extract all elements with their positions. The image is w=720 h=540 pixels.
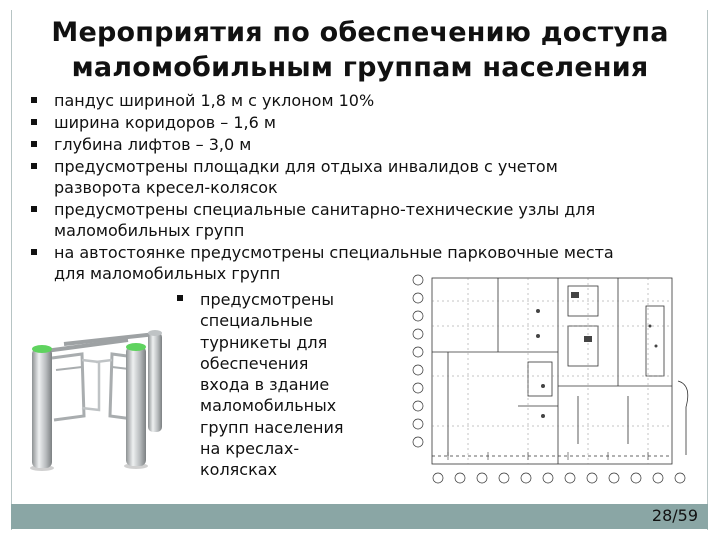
bullet-marker-icon [31, 206, 37, 212]
bullet-text: глубина лифтов – 3,0 м [54, 135, 252, 154]
bullet-list [28, 90, 648, 285]
turnstile-photo [24, 318, 170, 474]
page-number: 28/59 [651, 506, 698, 525]
bullet-marker-icon [31, 249, 37, 255]
footer-bar [11, 504, 708, 529]
bullet-item [28, 156, 648, 198]
bullet-marker-icon [31, 119, 37, 125]
bullet-item [28, 199, 648, 241]
bullet-marker-icon [31, 163, 37, 169]
slide-title: Мероприятия по обеспечению доступа маломобильным группам населения [51, 17, 669, 83]
bullet-text: пандус шириной 1,8 м с уклоном 10% [54, 91, 375, 110]
bullet-item [28, 112, 648, 133]
side-bullet [173, 289, 363, 481]
side-bullet-text: предусмотрены специальные турникеты для обеспечения входа в здание маломобильных групп населения на креслах-колясках [200, 290, 344, 480]
bullet-text: на автостоянке предусмотрены специальные парковочные места для маломобильных групп [54, 243, 614, 283]
bullet-text: предусмотрены площадки для отдыха инвалидов с учетом разворота кресел-колясок [54, 157, 558, 197]
bullet-marker-icon [31, 141, 37, 147]
bullet-item [28, 134, 648, 155]
bullet-text: предусмотрены специальные санитарно-технические узлы для маломобильных групп [54, 200, 596, 240]
bullet-marker-icon [31, 97, 37, 103]
bullet-item [28, 90, 648, 111]
bullet-text: ширина коридоров – 1,6 м [54, 113, 276, 132]
floor-plan-drawing [408, 266, 698, 488]
bullet-marker-icon [177, 295, 183, 301]
